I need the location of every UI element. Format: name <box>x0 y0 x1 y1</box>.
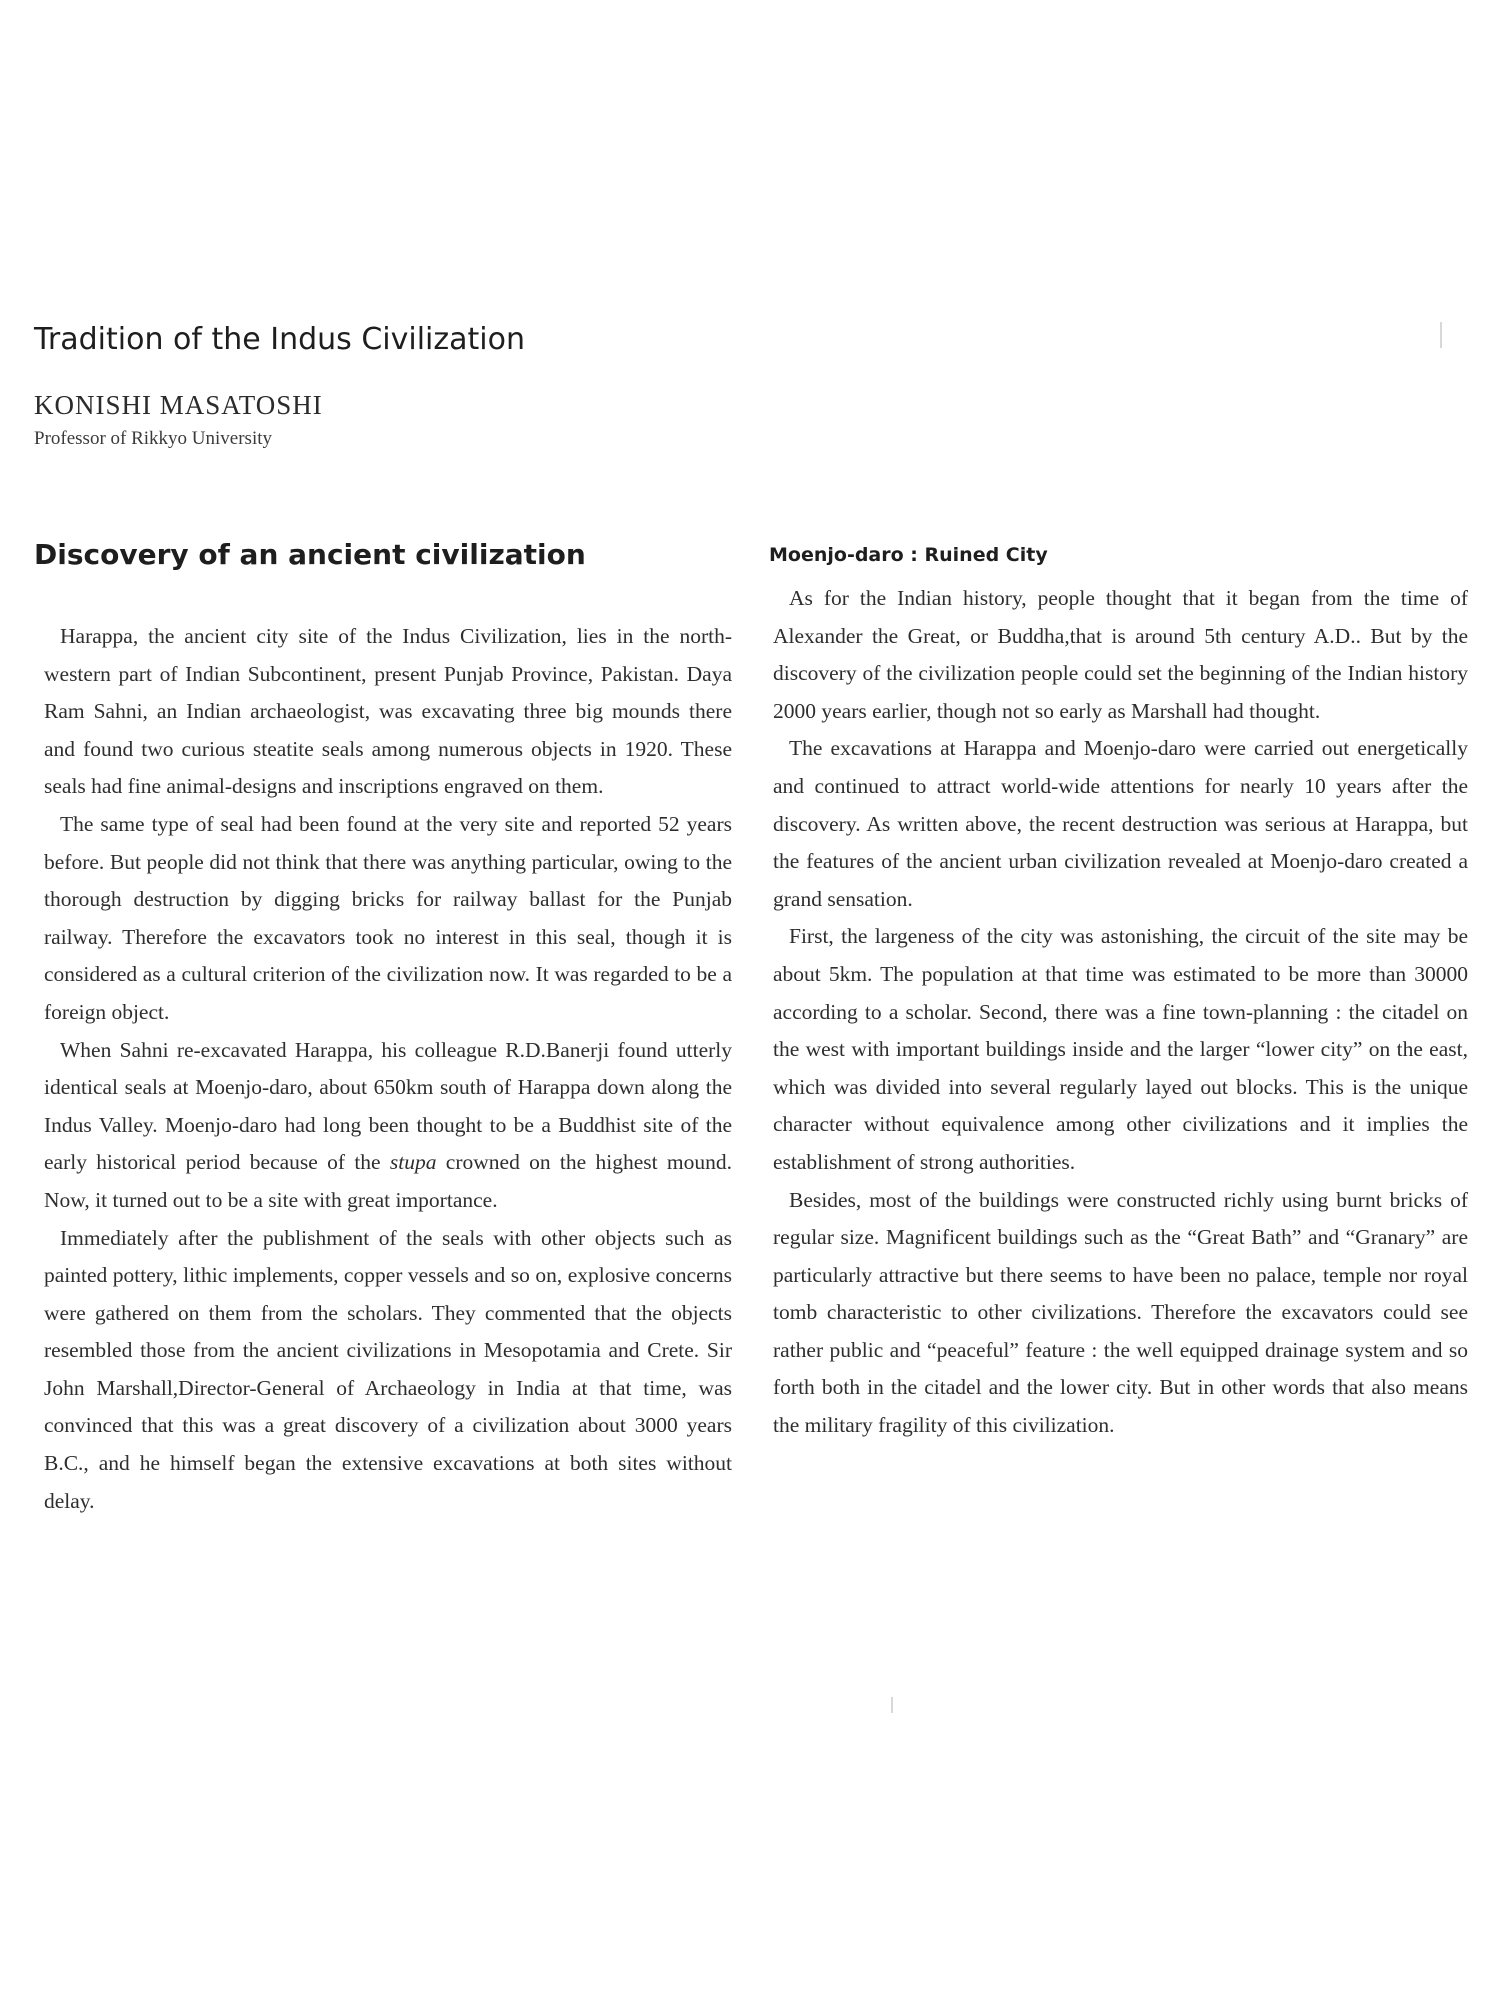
article-title: Tradition of the Indus Civilization <box>34 322 525 357</box>
paragraph-text: crowned on the highest mound. Now, it turned out to be a site with great importance. <box>44 1150 732 1212</box>
italic-term: stupa <box>389 1150 437 1175</box>
scan-mark <box>1440 322 1442 348</box>
paragraph: As for the Indian history, people thought that it began from the time of Alexander the Great, or Buddha,that is around 5th century A.D.. But by the discovery of the civilization people could set the beginning of the Indian history 2000 years earlier, though not so early as Marshall had thought. <box>773 586 1468 723</box>
scan-mark <box>891 1697 893 1713</box>
paragraph: First, the largeness of the city was astonishing, the circuit of the site may be about 5km. The population at that time was estimated to be more than 30000 according to a scholar. Second, there was a fine town-planning : the citadel on the west with important buildings inside and the larger “lower city” on the east, which was divided into several regularly layed out blocks. This is the unique character without equivalence among other civilizations and it implies the establishment of strong authorities. <box>773 924 1468 1174</box>
paragraph-text: When Sahni re-excavated Harappa, his colleague R.D.Banerji found utterly identical seals at Moenjo-daro, about 650km south of Harappa down along the Indus Valley. Moenjo-daro had long been thought to be a Buddhist site of the early historical period because of the <box>44 1037 732 1175</box>
paragraph <box>44 1032 732 1220</box>
paragraph: The excavations at Harappa and Moenjo-daro were carried out energetically and continued to attract world-wide attentions for nearly 10 years after the discovery. As written above, the recent destruction was serious at Harappa, but the features of the ancient urban civilization revealed at Moenjo-daro created a grand sensation. <box>773 736 1468 911</box>
author-affiliation: Professor of Rikkyo University <box>34 428 273 449</box>
right-column <box>769 540 1468 1445</box>
section-heading-moenjo-daro: Moenjo-daro : Ruined City <box>769 544 1048 566</box>
section-heading-discovery: Discovery of an ancient civilization <box>34 538 586 571</box>
paragraph: Harappa, the ancient city site of the Indus Civilization, lies in the north-western part of Indian Subcontinent, present Punjab Province, Pakistan. Daya Ram Sahni, an Indian archaeologist, was excavating three big mounds there and found two curious steatite seals among numerous objects in 1920. These seals had fine animal-designs and inscriptions engraved on them. <box>44 624 732 799</box>
paragraph: Immediately after the publishment of the seals with other objects such as painted pottery, lithic implements, copper vessels and so on, explosive concerns were gathered on them from the scholars. They commented that the objects resembled those from the ancient civilizations in Mesopotamia and Crete. Sir John Marshall,Director-General of Archaeology in India at that time, was convinced that this was a great discovery of a civilization about 3000 years B.C., and he himself began the extensive excavations at both sites without delay. <box>44 1225 732 1513</box>
paragraph: Besides, most of the buildings were constructed richly using burnt bricks of regular size. Magnificent buildings such as the “Great Bath” and “Granary” are particularly attractive but there seems to have been no palace, temple nor royal tomb characteristic to other civilizations. Therefore the excavators could see rather public and “peaceful” feature : the well equipped drainage system and so forth both in the citadel and the lower city. But in other words that also means the military fragility of this civilization. <box>773 1187 1468 1438</box>
author-name: KONISHI MASATOSHI <box>34 390 323 420</box>
left-column <box>34 538 732 1520</box>
paragraph: The same type of seal had been found at the very site and reported 52 years before. But people did not think that there was anything particular, owing to the thorough destruction by digging bricks for railway ballast for the Punjab railway. Therefore the excavators took no interest in this seal, though it is considered as a cultural criterion of the civilization now. It was regarded to be a foreign object. <box>44 811 732 1024</box>
